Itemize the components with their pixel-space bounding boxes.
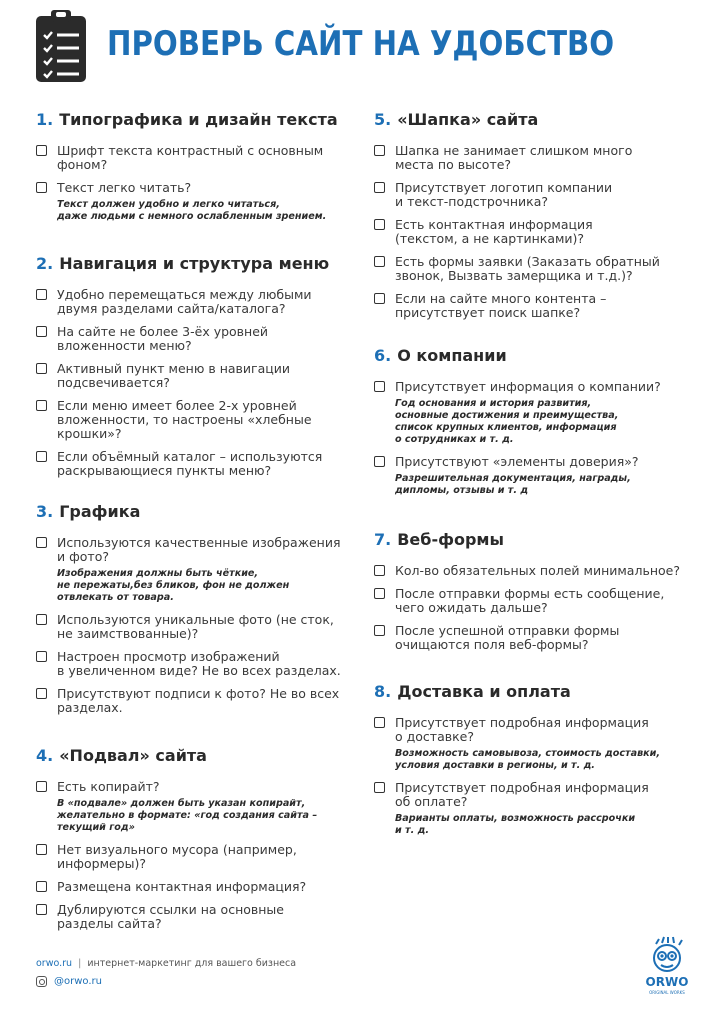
checkbox[interactable]	[374, 565, 385, 576]
section-number: 2.	[36, 254, 54, 273]
checklist-item-text: Используются качественные изображения и фото?	[57, 535, 341, 564]
section-title	[374, 344, 704, 368]
section-title	[36, 500, 366, 524]
checkbox[interactable]	[374, 625, 385, 636]
checklist-item	[36, 181, 366, 223]
checklist-item	[374, 564, 704, 578]
section-number: 3.	[36, 502, 54, 521]
logo-text: ORWO	[645, 975, 689, 989]
checklist-item-note: Разрешительная документация, награды, дипломы, отзывы и т. д	[395, 473, 631, 496]
checklist-item-text: Текст легко читать?	[57, 180, 192, 195]
checkbox[interactable]	[374, 219, 385, 230]
checkbox[interactable]	[374, 145, 385, 156]
section-7	[374, 528, 704, 661]
checkbox[interactable]	[374, 588, 385, 599]
orwo-logo	[644, 936, 690, 1000]
checklist-item-note: Изображения должны быть чёткие, не пережаты,без бликов, фон не должен отвлекать от товара.	[57, 568, 290, 603]
section-6	[374, 344, 704, 506]
section-number: 6.	[374, 346, 392, 365]
checklist-item	[36, 613, 366, 641]
checklist-item-text: Размещена контактная информация?	[57, 879, 307, 894]
checklist-item-text: Удобно перемещаться между любыми двумя разделами сайта/каталога?	[57, 287, 312, 316]
checklist-item-text: Дублируются ссылки на основные разделы сайта?	[57, 902, 284, 931]
section-1	[36, 108, 366, 232]
checklist-item-note: Год основания и история развития, основные достижения и преимущества, список крупных клиентов, информация о сотрудниках и т. д.	[395, 398, 619, 445]
checkbox[interactable]	[374, 293, 385, 304]
checklist-item	[374, 624, 704, 652]
section-title-text: Доставка и оплата	[397, 682, 571, 701]
checkbox[interactable]	[36, 651, 47, 662]
checklist-item-text: Присутствует логотип компании и текст-подстрочника?	[395, 180, 613, 209]
checklist-item-text: После отправки формы есть сообщение, чего ожидать дальше?	[395, 586, 665, 615]
section-title	[36, 744, 366, 768]
checklist-item-text: Активный пункт меню в навигации подсвечивается?	[57, 361, 290, 390]
checklist-item-note: Возможность самовывоза, стоимость доставки, условия доставки в регионы, и т. д.	[395, 748, 661, 771]
checklist-item-text: На сайте не более 3-ёх уровней вложенности меню?	[57, 324, 269, 353]
checkbox[interactable]	[374, 782, 385, 793]
section-title	[36, 108, 366, 132]
checklist-item-text: Шрифт текста контрастный с основным фоном?	[57, 143, 324, 172]
section-title-text: «Шапка» сайта	[397, 110, 539, 129]
checkbox[interactable]	[374, 381, 385, 392]
checklist-item-text: Есть формы заявки (Заказать обратный звонок, Вызвать замерщика и т.д.)?	[395, 254, 660, 283]
checklist-item-text: Присутствует информация о компании?	[395, 379, 661, 394]
checkbox[interactable]	[36, 904, 47, 915]
section-title-text: О компании	[397, 346, 507, 365]
checkbox[interactable]	[374, 717, 385, 728]
checklist-item-text: После успешной отправки формы очищаются поля веб-формы?	[395, 623, 620, 652]
checklist-item	[36, 399, 366, 441]
checkbox[interactable]	[36, 881, 47, 892]
checkbox[interactable]	[374, 256, 385, 267]
checklist-item	[374, 455, 704, 497]
section-title	[374, 680, 704, 704]
checkbox[interactable]	[36, 182, 47, 193]
footer-tagline: интернет-маркетинг для вашего бизнеса	[87, 958, 297, 969]
checkbox[interactable]	[36, 688, 47, 699]
checklist-item	[36, 880, 366, 894]
section-4	[36, 744, 366, 940]
checkbox[interactable]	[36, 326, 47, 337]
footer-line	[36, 958, 296, 969]
checklist-item	[36, 536, 366, 604]
clipboard-checklist-icon	[34, 8, 88, 84]
section-number: 7.	[374, 530, 392, 549]
checklist-item-text: Кол-во обязательных полей минимальное?	[395, 563, 680, 578]
checklist-item	[374, 380, 704, 446]
checklist-item-text: Если объёмный каталог – используются раскрывающиеся пункты меню?	[57, 449, 323, 478]
checklist-item	[374, 255, 704, 283]
section-number: 1.	[36, 110, 54, 129]
section-title-text: «Подвал» сайта	[59, 746, 207, 765]
checklist-item	[36, 687, 366, 715]
instagram-icon	[36, 976, 47, 987]
checklist-item	[36, 650, 366, 678]
checklist-item-note: В «подвале» должен быть указан копирайт, желательно в формате: «год создания сайта – текущий год»	[57, 798, 318, 833]
footer-instagram[interactable]	[36, 976, 102, 987]
section-number: 8.	[374, 682, 392, 701]
checkbox[interactable]	[36, 145, 47, 156]
checkbox[interactable]	[36, 844, 47, 855]
checkbox[interactable]	[36, 289, 47, 300]
checklist-item-text: Если на сайте много контента – присутствует поиск шапке?	[395, 291, 607, 320]
section-3	[36, 500, 366, 724]
checklist-item	[36, 780, 366, 834]
checklist-item-text: Присутствуют подписи к фото? Не во всех разделах.	[57, 686, 340, 715]
section-title-text: Графика	[59, 502, 141, 521]
checklist-item	[36, 325, 366, 353]
footer-separator: |	[78, 958, 82, 969]
checklist-item	[36, 450, 366, 478]
checklist-item-text: Есть копирайт?	[57, 779, 160, 794]
checklist-item	[374, 781, 704, 837]
checklist-item	[374, 144, 704, 172]
footer-site-link[interactable]: orwo.ru	[36, 958, 73, 969]
checklist-item-text: Используются уникальные фото (не сток, не заимствованные)?	[57, 612, 334, 641]
checklist-item	[36, 843, 366, 871]
checklist-item-text: Присутствуют «элементы доверия»?	[395, 454, 639, 469]
checklist-item	[374, 218, 704, 246]
section-number: 5.	[374, 110, 392, 129]
section-title-text: Типографика и дизайн текста	[59, 110, 338, 129]
checkbox[interactable]	[374, 456, 385, 467]
checklist-item-text: Шапка не занимает слишком много места по высоте?	[395, 143, 633, 172]
section-title-text: Веб-формы	[397, 530, 504, 549]
section-5	[374, 108, 704, 329]
checklist-item	[374, 716, 704, 772]
page-title: ПРОВЕРЬ САЙТ НА УДОБСТВО	[107, 24, 615, 64]
checkbox[interactable]	[36, 363, 47, 374]
header	[34, 8, 694, 86]
checklist-item	[374, 181, 704, 209]
checklist-item-text: Есть контактная информация (текстом, а не картинками)?	[395, 217, 593, 246]
section-title	[36, 252, 366, 276]
checklist-item-text: Присутствует подробная информация о доставке?	[395, 715, 649, 744]
checklist-item	[374, 587, 704, 615]
checklist-item	[36, 288, 366, 316]
checklist-item-text: Присутствует подробная информация об оплате?	[395, 780, 649, 809]
checklist-item-note: Варианты оплаты, возможность рассрочки и т. д.	[395, 813, 636, 836]
checkbox[interactable]	[374, 182, 385, 193]
checkbox[interactable]	[36, 537, 47, 548]
checklist-item-text: Нет визуального мусора (например, информеры)?	[57, 842, 297, 871]
section-title	[374, 528, 704, 552]
checklist-item	[36, 144, 366, 172]
checklist-item	[36, 362, 366, 390]
checklist-item-note: Текст должен удобно и легко читаться, даже людьми с немного ослабленным зрением.	[57, 199, 327, 222]
section-title-text: Навигация и структура меню	[59, 254, 330, 273]
logo-subtext: ORIGINAL WORKS	[649, 990, 685, 995]
checkbox[interactable]	[36, 614, 47, 625]
checklist-item	[374, 292, 704, 320]
checkbox[interactable]	[36, 400, 47, 411]
checklist-item-text: Если меню имеет более 2-х уровней вложенности, то настроены «хлебные крошки»?	[57, 398, 312, 441]
checklist-item-text: Настроен просмотр изображений в увеличенном виде? Не во всех разделах.	[57, 649, 341, 678]
section-number: 4.	[36, 746, 54, 765]
checkbox[interactable]	[36, 781, 47, 792]
checkbox[interactable]	[36, 451, 47, 462]
section-2	[36, 252, 366, 487]
checklist-item	[36, 903, 366, 931]
instagram-handle: @orwo.ru	[54, 976, 102, 987]
section-title	[374, 108, 704, 132]
section-8	[374, 680, 704, 846]
